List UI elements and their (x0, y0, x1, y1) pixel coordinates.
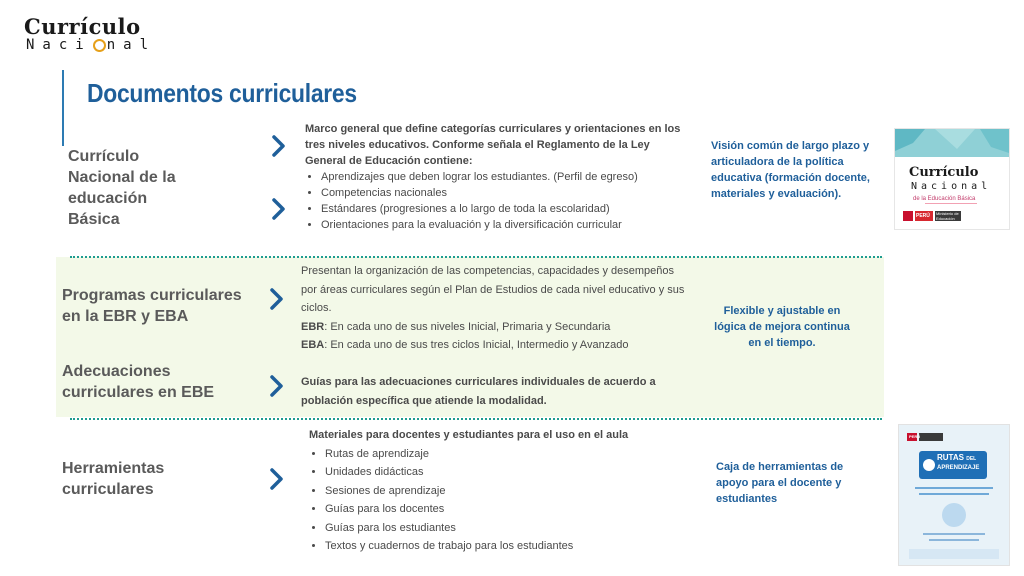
list-item: • Guías para los docentes (325, 500, 689, 519)
chevron-right-icon (268, 467, 286, 491)
chevron-right-icon (268, 287, 286, 311)
logo-text-top: Currículo (24, 14, 141, 39)
list-item: • Unidades didácticas (325, 463, 689, 482)
chevron-right-icon (270, 134, 288, 158)
page-title: Documentos curriculares (87, 78, 357, 108)
logo-dot-icon (93, 39, 106, 52)
dotted-separator-2 (70, 418, 882, 420)
row-label-programas: Programas curriculares en la EBR y EBA (62, 287, 242, 325)
row-note-programas: Flexible y ajustable en lógica de mejora continua en el tiempo. (714, 305, 850, 349)
list-item: • Aprendizajes que deben lograr los estudiantes. (Perfil de egreso) (321, 169, 687, 185)
row-label-curriculo: Currículo Nacional de la educación Básica (68, 148, 176, 228)
list-item: • Estándares (progresiones a lo largo de toda la escolaridad) (321, 201, 687, 217)
rutas-cover-thumbnail: PERÚ RUTAS DEL APRENDIZAJE (898, 424, 1010, 566)
chevron-right-icon (268, 374, 286, 398)
logo-text-bottom: Naci nal (26, 37, 157, 53)
row-note-herramientas: Caja de herramientas de apoyo para el docente y estudiantes (716, 461, 844, 505)
row-desc-herramientas: Materiales para docentes y estudiantes para el uso en el aula • Rutas de aprendizaje • Unidades didácticas • Sesiones de aprendizaje • Guías para los docentes • Guías para los estudiantes • Textos y cuadernos de trabajo para los estudiantes (309, 426, 689, 556)
list-item: • Competencias nacionales (321, 185, 687, 201)
row-desc-curriculo: Marco general que define categorías curriculares y orientaciones en los tres niveles educativos. Conforme señala el Reglamento de la Ley General de Educación contiene: • Aprendizajes que deben lograr los estudiantes. (Perfil de egreso) • Competencias nacionales • Estándares (progresiones a lo largo de toda la escolaridad) • Orientaciones para la evaluación y la diversificación curricular (305, 121, 687, 233)
list-item: • Orientaciones para la evaluación y la diversificación curricular (321, 217, 687, 233)
title-accent-line (62, 70, 64, 146)
row-note-curriculo: Visión común de largo plazo y articuladora de la política educativa (formación docente, materiales y evaluación). (711, 140, 870, 200)
list-item: • Sesiones de aprendizaje (325, 482, 689, 501)
row-desc-programas: Presentan la organización de las competencias, capacidades y desempeños por áreas curriculares según el Plan de Estudios de cada nivel educativo y sus ciclos. EBR: En cada uno de sus niveles Inicial, Primaria y Secundaria EBA: En cada uno de sus tres ciclos Inicial, Intermedio y Avanzado (301, 265, 685, 351)
list-item: • Guías para los estudiantes (325, 519, 689, 538)
list-item: • Rutas de aprendizaje (325, 445, 689, 464)
chevron-right-icon (270, 197, 288, 221)
row-label-herramientas: Herramientas curriculares (62, 460, 165, 498)
curriculo-cover-thumbnail: Currículo Nacional de la Educación Básica PERÚ Ministerio de Educación (894, 128, 1010, 230)
row-desc-adecuaciones: Guías para las adecuaciones curriculares individuales de acuerdo a población específica que atiende la modalidad. (301, 376, 656, 407)
list-item: • Textos y cuadernos de trabajo para los estudiantes (325, 537, 689, 556)
dotted-separator-1 (70, 256, 882, 258)
row-label-adecuaciones: Adecuaciones curriculares en EBE (62, 363, 215, 401)
